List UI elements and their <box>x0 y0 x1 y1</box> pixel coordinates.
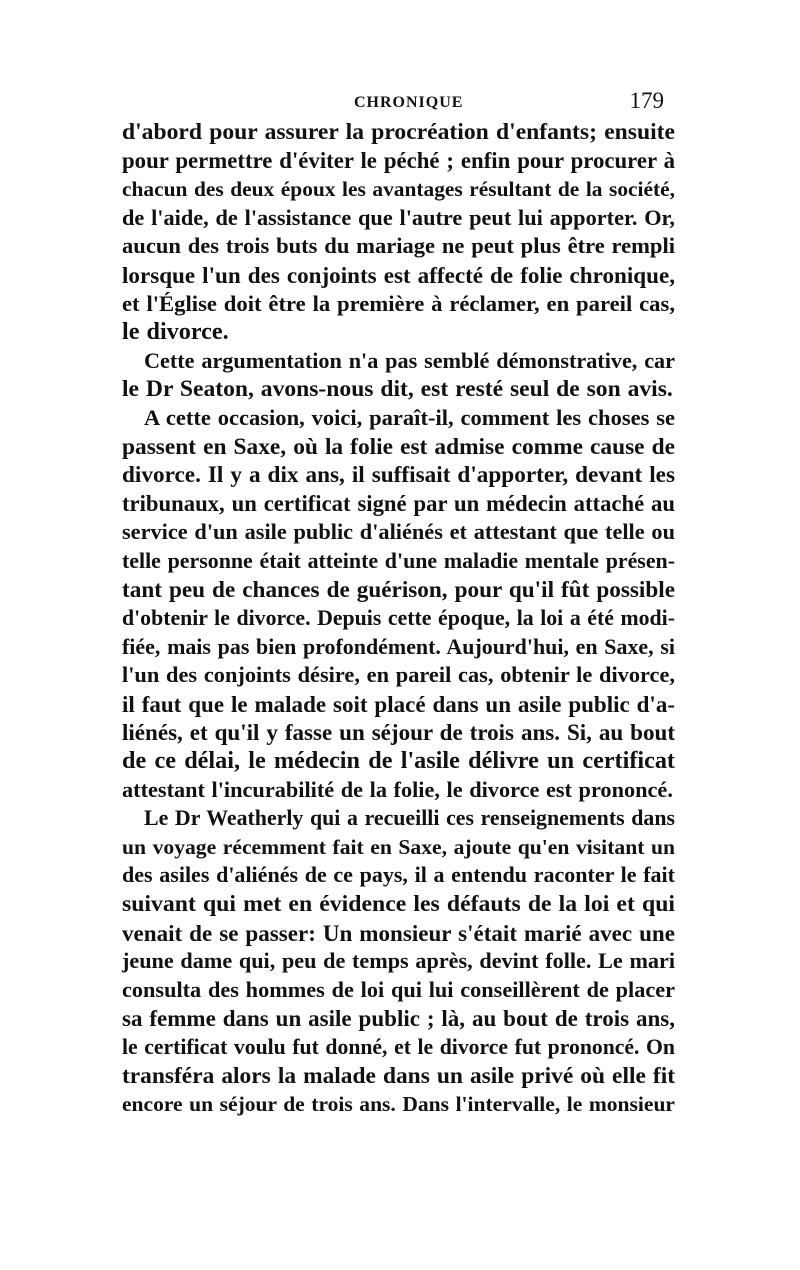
page-header <box>122 88 662 116</box>
text-line: aucun des trois buts du mariage ne peut plus être rempli <box>122 233 675 259</box>
text-line: Cette argumentation n'a pas semblé démonstrative, car <box>144 347 675 373</box>
text-line: d'abord pour assurer la procréation d'enfants; ensuite <box>122 119 675 145</box>
text-line: pour permettre d'éviter le péché ; enfin pour procurer à <box>122 147 675 173</box>
text-line: lorsque l'un des conjoints est affecté de folie chronique, <box>122 261 675 288</box>
body-text <box>122 118 675 1119</box>
text-line: A cette occasion, voici, paraît-il, comment les choses se <box>144 404 675 430</box>
text-line: venait de se passer: Un monsieur s'était marié avec une <box>122 919 675 946</box>
page-number: 179 <box>629 88 664 113</box>
text-line: le certificat voulu fut donné, et le divorce fut prononcé. On <box>122 1035 675 1059</box>
text-line: et l'Église doit être la première à réclamer, en pareil cas, <box>122 290 675 316</box>
paragraph-3 <box>122 404 675 804</box>
text-line: le divorce. <box>122 318 229 346</box>
text-line: des asiles d'aliénés de ce pays, il a entendu raconter le fait <box>122 862 675 888</box>
text-line: de ce délai, le médecin de l'asile délivre un certificat <box>122 747 675 775</box>
text-line: l'un des conjoints désire, en pareil cas, obtenir le divorce, <box>122 662 675 688</box>
text-line: chacun des deux époux les avantages résultant de la société, <box>122 177 675 202</box>
text-line: consulta des hommes de loi qui lui conseillèrent de placer <box>122 976 675 1002</box>
text-line: service d'un asile public d'aliénés et attestant que telle ou <box>122 519 675 545</box>
text-line: attestant l'incurabilité de la folie, le divorce est prononcé. <box>122 776 673 802</box>
paragraph-1 <box>122 118 675 347</box>
text-line: suivant qui met en évidence les défauts de la loi et qui <box>122 891 675 918</box>
text-line: liénés, et qu'il y fasse un séjour de trois ans. Si, au bout <box>122 719 675 746</box>
text-line: transféra alors la malade dans un asile privé où elle fit <box>122 1062 675 1089</box>
text-line: d'obtenir le divorce. Depuis cette époque, la loi a été modi- <box>122 606 675 631</box>
text-line: jeune dame qui, peu de temps après, devint folle. Le mari <box>122 948 675 974</box>
text-line: le Dr Seaton, avons-nous dit, est resté seul de son avis. <box>122 376 673 403</box>
running-title: CHRONIQUE <box>354 94 464 111</box>
text-line: divorce. Il y a dix ans, il suffisait d'apporter, devant les <box>122 462 675 489</box>
text-line: il faut que le malade soit placé dans un asile public d'a- <box>122 690 675 717</box>
text-line: Le Dr Weatherly qui a recueilli ces renseignements dans <box>144 806 675 831</box>
text-line: tribunaux, un certificat signé par un médecin attaché au <box>122 490 675 516</box>
text-line: encore un séjour de trois ans. Dans l'intervalle, le monsieur <box>122 1092 675 1117</box>
text-line: de l'aide, de l'assistance que l'autre peut lui apporter. Or, <box>122 204 675 230</box>
text-line: tant peu de chances de guérison, pour qu'il fût possible <box>122 576 675 603</box>
paragraph-4 <box>122 804 675 1119</box>
text-line: fiée, mais pas bien profondément. Aujourd'hui, en Saxe, si <box>122 633 675 659</box>
text-line: sa femme dans un asile public ; là, au bout de trois ans, <box>122 1005 675 1032</box>
paragraph-2 <box>122 347 675 404</box>
text-line: un voyage récemment fait en Saxe, ajoute qu'en visitant un <box>122 834 675 859</box>
text-line: telle personne était atteinte d'une maladie mentale présen- <box>122 547 675 573</box>
text-line: passent en Saxe, où la folie est admise comme cause de <box>122 433 675 460</box>
